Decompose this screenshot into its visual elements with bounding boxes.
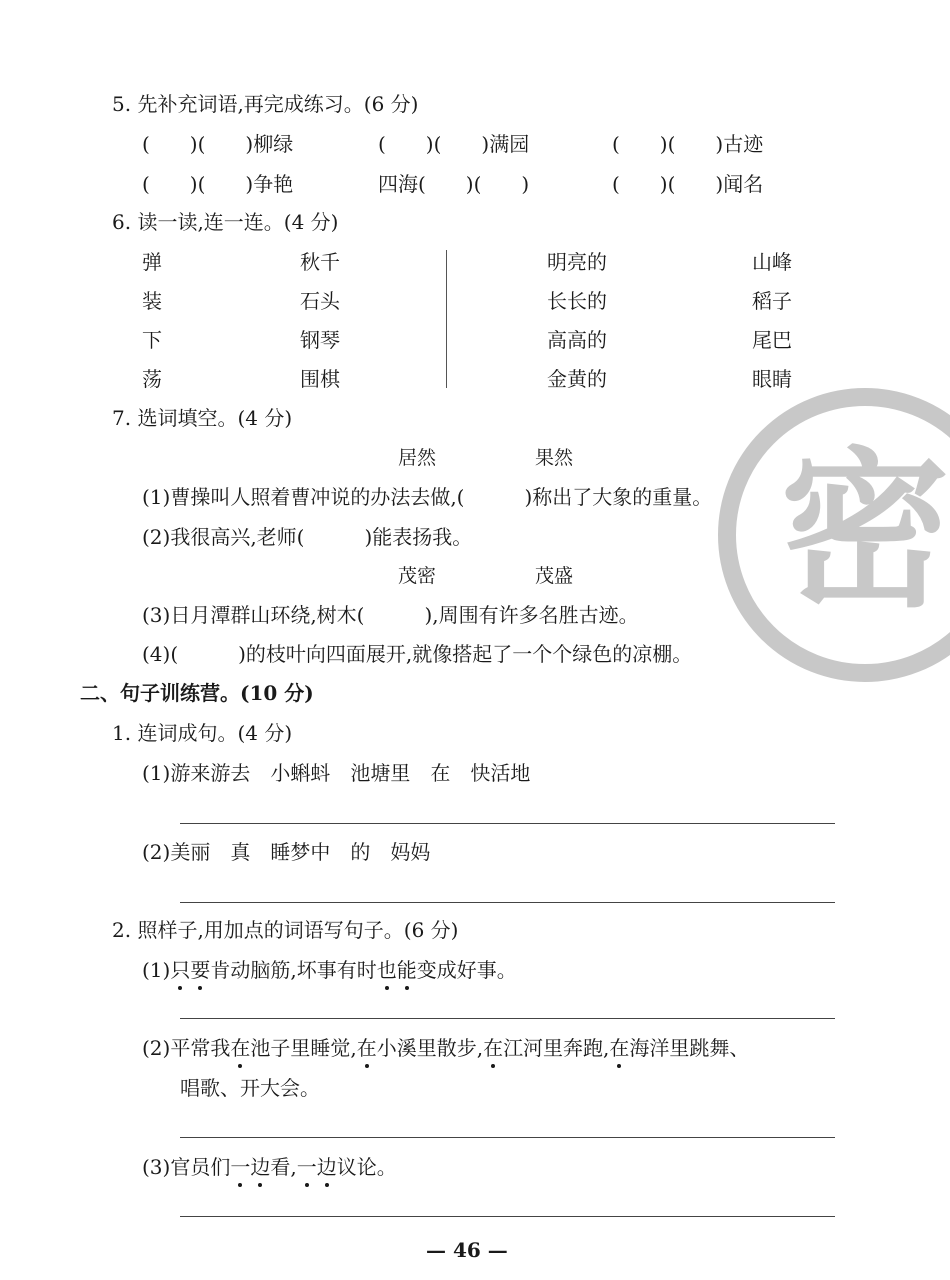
q7-sentence-4: (4)( )的枝叶向四面展开,就像搭起了一个个绿色的凉棚。 [142,642,693,666]
section-2-title: 二、句子训练营。(10 分) [80,681,314,705]
s2-q2-sentence-2-cont: 唱歌、开大会。 [180,1076,320,1100]
s2-q1-title: 1. 连词成句。(4 分) [112,721,293,745]
s2-q2-sentence-1 [142,956,517,984]
answer-line-2[interactable] [180,902,835,903]
s2-q2-title: 2. 照样子,用加点的词语写句子。(6 分) [112,918,459,942]
text: 看, [270,1155,297,1179]
text: 小溪里散步, [376,1036,484,1060]
q7-word-option-1: 居然 [398,447,437,469]
emphasized-char: 要 [190,958,211,982]
s2-q2-sentence-2 [142,1034,749,1062]
q6-obj-2: 稻子 [752,289,792,313]
text: (3)官员们 [142,1155,231,1179]
q6-adj-4: 金黄的 [547,367,607,391]
emphasized-char: 在 [356,1036,377,1060]
emphasized-char: 也 [376,958,397,982]
q6-noun-2: 石头 [300,289,340,313]
q6-adj-2: 长长的 [547,289,607,313]
text: (2)平常我 [142,1036,231,1060]
emphasized-char: 在 [609,1036,630,1060]
q5-title: 5. 先补充词语,再完成练习。(6 分) [112,92,419,116]
answer-line-3[interactable] [180,1018,835,1019]
q6-noun-4: 围棋 [300,367,340,391]
s2-q1-words-1: (1)游来游去 小蝌蚪 池塘里 在 快活地 [142,761,531,785]
q7-word-option-2: 果然 [535,447,574,469]
q6-obj-3: 尾巴 [752,328,792,352]
emphasized-char: 一 [230,1155,251,1179]
q6-verb-4: 荡 [142,367,162,391]
q5-blank-1: ( )( )柳绿 [142,132,294,156]
q7-word-option-4: 茂盛 [535,565,574,587]
q6-verb-3: 下 [142,328,162,352]
q6-verb-1: 弹 [142,250,162,274]
q6-verb-2: 装 [142,289,162,313]
q7-title: 7. 选词填空。(4 分) [112,406,293,430]
q7-sentence-3: (3)日月潭群山环绕,树木( ),周围有许多名胜古迹。 [142,603,639,627]
q6-column-divider [446,250,447,388]
seal-char: 密 [779,433,950,631]
q6-adj-1: 明亮的 [547,250,607,274]
page-number: — 46 — [426,1238,508,1262]
q5-blank-3: ( )( )古迹 [612,132,764,156]
text: 海洋里跳舞、 [629,1036,750,1060]
q7-sentence-1: (1)曹操叫人照着曹冲说的办法去做,( )称出了大象的重量。 [142,485,713,509]
text: (1) [142,958,171,982]
s2-q1-words-2: (2)美丽 真 睡梦中 的 妈妈 [142,840,431,864]
text: 江河里奔跑, [503,1036,610,1060]
q6-noun-3: 钢琴 [300,328,340,352]
q5-blank-6: ( )( )闻名 [612,172,764,196]
text: 议论。 [336,1155,397,1179]
q6-adj-3: 高高的 [547,328,607,352]
answer-line-4[interactable] [180,1137,835,1138]
q5-blank-4: ( )( )争艳 [142,172,294,196]
emphasized-char: 在 [230,1036,251,1060]
q5-blank-5: 四海( )( ) [378,172,530,196]
emphasized-char: 边 [316,1155,337,1179]
q6-noun-1: 秋千 [300,250,340,274]
text: 池子里睡觉, [250,1036,357,1060]
confidential-seal-watermark [715,385,950,685]
s2-q2-sentence-3 [142,1153,397,1181]
q5-blank-2: ( )( )满园 [378,132,530,156]
q6-obj-1: 山峰 [752,250,792,274]
answer-line-5[interactable] [180,1216,835,1217]
answer-line-1[interactable] [180,823,835,824]
q6-obj-4: 眼睛 [752,367,792,391]
q6-title: 6. 读一读,连一连。(4 分) [112,210,339,234]
text: 变成好事。 [416,958,517,982]
text: 肯动脑筋,坏事有时 [210,958,377,982]
emphasized-char: 边 [250,1155,271,1179]
q7-sentence-2: (2)我很高兴,老师( )能表扬我。 [142,525,473,549]
emphasized-char: 在 [483,1036,504,1060]
emphasized-char: 能 [396,958,417,982]
emphasized-char: 只 [170,958,191,982]
emphasized-char: 一 [296,1155,317,1179]
q7-word-option-3: 茂密 [398,565,437,587]
